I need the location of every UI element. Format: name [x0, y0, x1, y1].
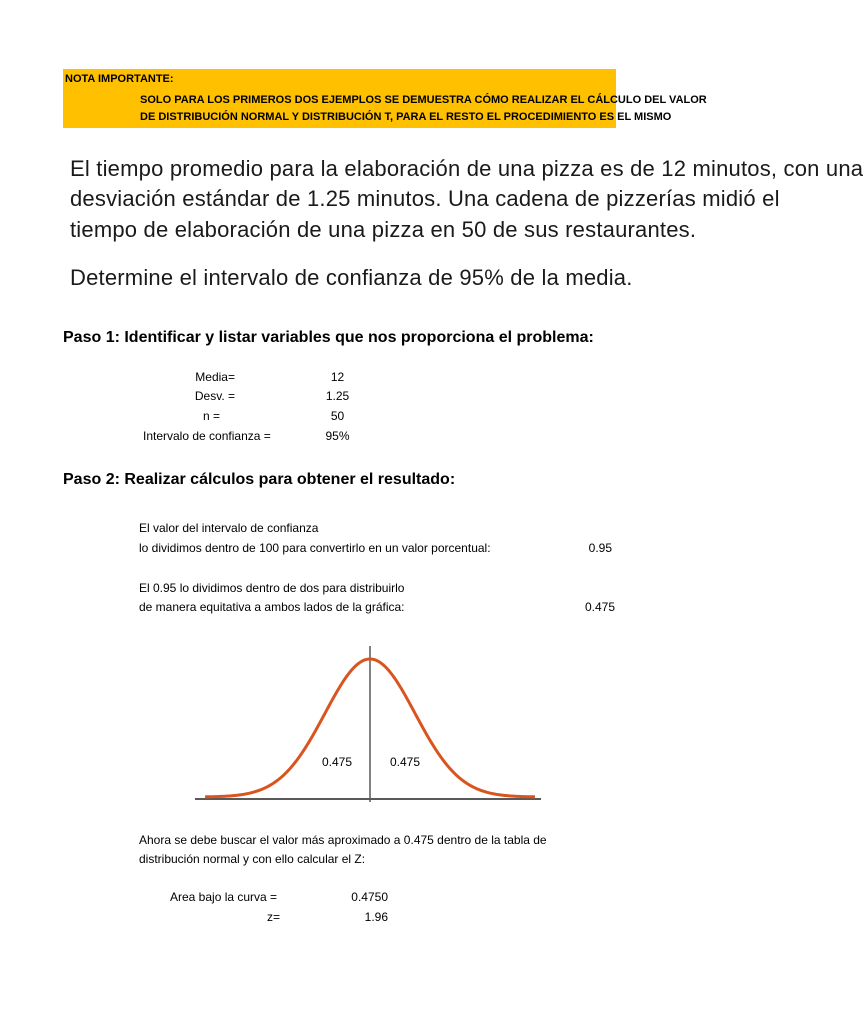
problem-line-2: desviación estándar de 1.25 minutos. Una cadena de pizzerías midió el [70, 186, 780, 211]
paso2-block1-value: 0.95 [588, 541, 612, 555]
nota-line-1: SOLO PARA LOS PRIMEROS DOS EJEMPLOS SE DEMUESTRA CÓMO REALIZAR EL CÁLCULO DEL VALOR [140, 94, 707, 106]
paso2-block1-line2: lo dividimos dentro de 100 para convertirlo en un valor porcentual: [139, 541, 491, 555]
normal-distribution-graph [195, 640, 545, 810]
paso2-title: Paso 2: Realizar cálculos para obtener el resultado: [63, 471, 456, 488]
var-desv-value: 1.25 [325, 389, 350, 403]
nota-label: NOTA IMPORTANTE: [65, 73, 174, 85]
paso2-block2-line1: El 0.95 lo dividimos dentro de dos para distribuirlo [139, 581, 405, 595]
paso2-block1-line1: El valor del intervalo de confianza [139, 521, 319, 535]
var-media-label: Media= [195, 370, 235, 384]
paso1-title: Paso 1: Identificar y listar variables que nos proporciona el problema: [63, 329, 594, 346]
lookup-line1: Ahora se debe buscar el valor más aproximado a 0.475 dentro de la tabla de [139, 833, 547, 847]
paso2-block2-line2: de manera equitativa a ambos lados de la gráfica: [139, 600, 405, 614]
z-value: 1.96 [364, 910, 388, 924]
z-label: z= [266, 910, 280, 924]
area-label: Area bajo la curva = [170, 890, 278, 904]
nota-line-2: DE DISTRIBUCIÓN NORMAL Y DISTRIBUCIÓN T, PARA EL RESTO EL PROCEDIMIENTO ES EL MISMO [140, 111, 672, 123]
graph-left-area-label: 0.475 [321, 755, 353, 769]
graph-right-area-label: 0.475 [389, 755, 421, 769]
area-value: 0.4750 [351, 890, 388, 904]
nota-importante-banner [63, 69, 707, 128]
paso2-block2-value: 0.475 [584, 600, 615, 614]
var-desv-label: Desv. = [194, 389, 235, 403]
problem-question: Determine el intervalo de confianza de 95% de la media. [70, 265, 633, 290]
var-intervalo-value: 95% [325, 429, 350, 443]
var-intervalo-label: Intervalo de confianza = [143, 429, 271, 443]
var-media-value: 12 [330, 370, 345, 384]
problem-line-3: tiempo de elaboración de una pizza en 50 de sus restaurantes. [70, 217, 697, 242]
var-n-label: n = [202, 409, 220, 423]
var-n-value: 50 [330, 409, 345, 423]
lookup-line2: distribución normal y con ello calcular el Z: [139, 852, 366, 866]
problem-line-1: El tiempo promedio para la elaboración de una pizza es de 12 minutos, con una [70, 156, 863, 181]
